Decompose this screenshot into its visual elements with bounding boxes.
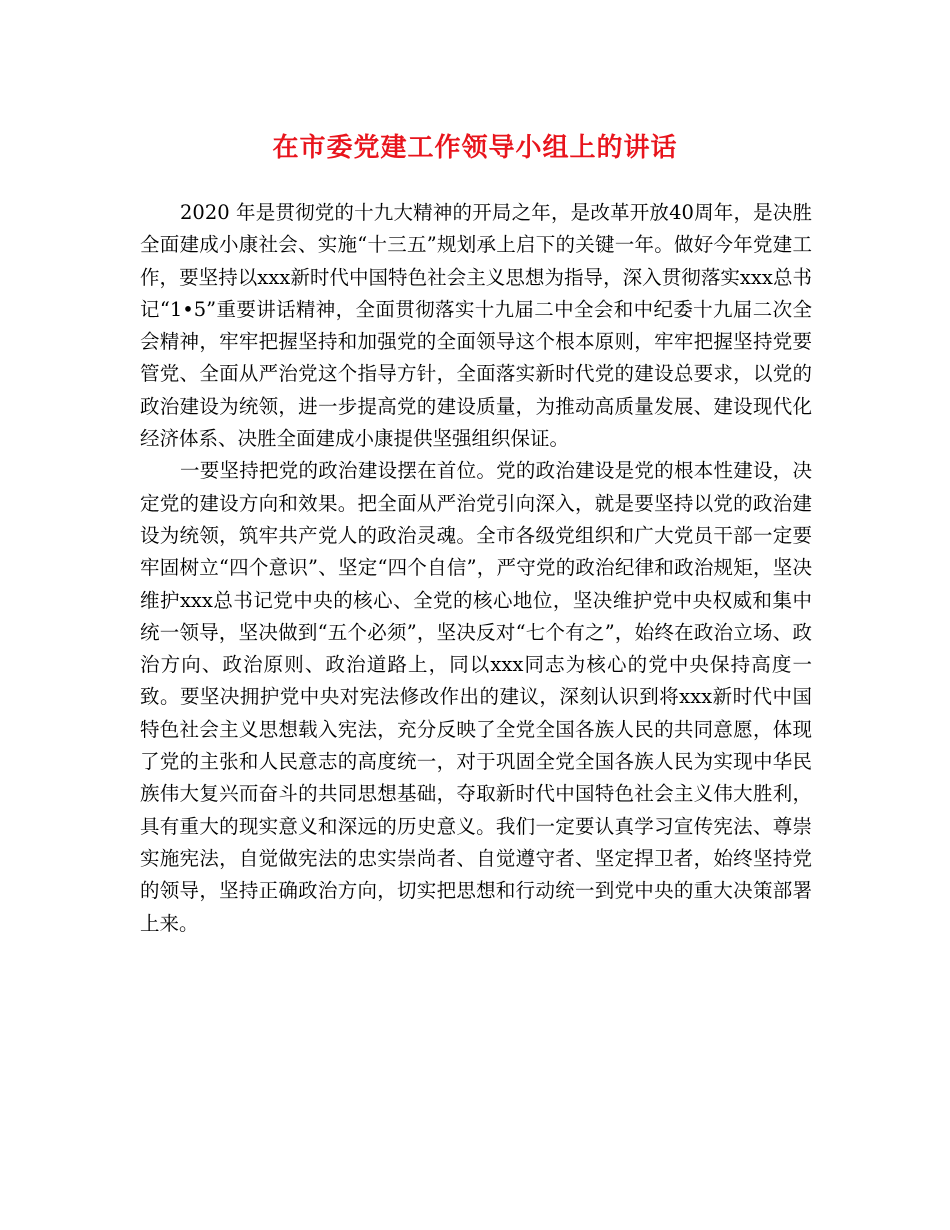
- document-body: [140, 197, 812, 940]
- document-title: 在市委党建工作领导小组上的讲话: [272, 133, 678, 163]
- paragraph-2: 一要坚持把党的政治建设摆在首位。党的政治建设是党的根本性建设，决定党的建设方向和效果。把全面从严治党引向深入，就是要坚持以党的政治建设为统领，筑牢共产党人的政治灵魂。全市各级党组织和广大党员干部一定要牢固树立“四个意识”、坚定“四个自信”，严守党的政治纪律和政治规矩，坚决维护xxx总书记党中央的核心、全党的核心地位，坚决维护党中央权威和集中统一领导，坚决做到“五个必须”，坚决反对“七个有之”，始终在政治立场、政治方向、政治原则、政治道路上，同以xxx同志为核心的党中央保持高度一致。要坚决拥护党中央对宪法修改作出的建议，深刻认识到将xxx新时代中国特色社会主义思想载入宪法，充分反映了全党全国各族人民的共同意愿，体现了党的主张和人民意志的高度统一，对于巩固全党全国各族人民为实现中华民族伟大复兴而奋斗的共同思想基础，夺取新时代中国特色社会主义伟大胜利，具有重大的现实意义和深远的历史意义。我们一定要认真学习宣传宪法、尊崇实施宪法，自觉做宪法的忠实崇尚者、自觉遵守者、坚定捍卫者，始终坚持党的领导，坚持正确政治方向，切实把思想和行动统一到党中央的重大决策部署上来。: [140, 459, 812, 935]
- paragraph-1: 2020 年是贯彻党的十九大精神的开局之年，是改革开放40周年，是决胜全面建成小康社会、实施“十三五”规划承上启下的关键一年。做好今年党建工作，要坚持以xxx新时代中国特色社会主义思想为指导，深入贯彻落实xxx总书记“1•5”重要讲话精神，全面贯彻落实十九届二中全会和中纪委十九届二次全会精神，牢牢把握坚持和加强党的全面领导这个根本原则，牢牢把握坚持党要管党、全面从严治党这个指导方针，全面落实新时代党的建设总要求，以党的政治建设为统领，进一步提高党的建设质量，为推动高质量发展、建设现代化经济体系、决胜全面建成小康提供坚强组织保证。: [140, 201, 812, 451]
